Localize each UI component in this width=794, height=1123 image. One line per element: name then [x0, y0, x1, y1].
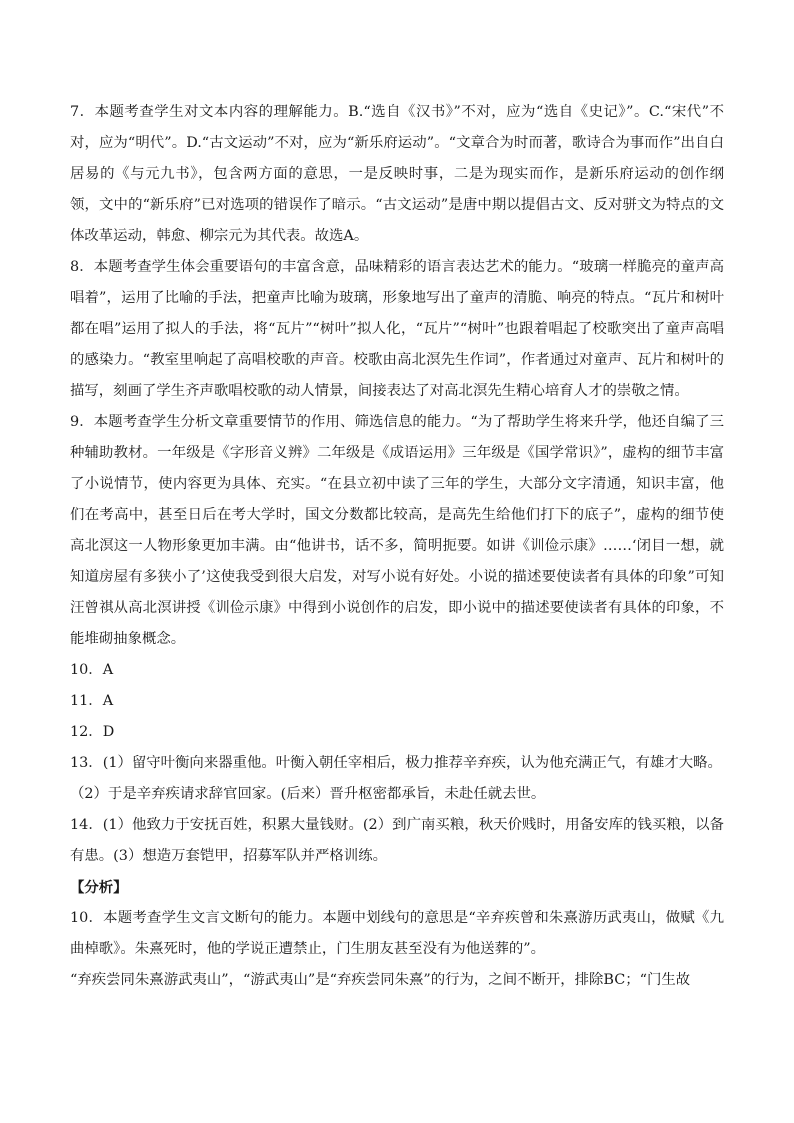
answer-11: 11．A	[70, 693, 114, 709]
answer-9-explanation: 9．本题考查学生分析文章重要情节的作用、筛选信息的能力。“为了帮助学生将来升学，他还自编了三种辅助教材。一年级是《字形音义辨》二年级是《成语运用》三年级是《国学常识》”，虚构的细节丰富了小说情节，使内容更为具体、充实。“在县立初中读了三年的学生，大部分文字清通，知识丰富，他们在考高中，甚至日后在考大学时，国文分数都比较高，是高先生给他们打下的底子”，虚构的细节使高北溟这一人物形象更加丰满。由“他讲书，话不多，简明扼要。如讲《训俭示康》……‘闭目一想，就知道房屋有多狭小了’这使我受到很大启发，对写小说有好处。小说的描述要使读者有具体的印象”可知汪曾祺从高北溟讲授《训俭示康》中得到小说创作的启发，即小说中的描述要使读者有具体的印象，不能堆砌抽象概念。	[70, 414, 724, 647]
answer-13-part-2: （2）于是辛弃疾请求辞官回家。(后来）晋升枢密都承旨，未赴任就去世。	[70, 786, 546, 802]
answer-13-part-1: 13．(1）留守叶衡向来器重他。叶衡入朝任宰相后，极力推荐辛弃疾，认为他充满正气，有雄才大略。	[70, 755, 722, 771]
analysis-10: 10．本题考查学生文言文断句的能力。本题中划线句的意思是“辛弃疾曾和朱熹游历武夷山，做赋《九曲棹歌》。朱熹死时，他的学说正遭禁止，门生朋友甚至没有为他送葬的”。	[70, 910, 724, 957]
analysis-10-continued: “弃疾尝同朱熹游武夷山”，“游武夷山”是“弃疾尝同朱熹”的行为，之间不断开，排除BC；“门生故	[70, 972, 691, 988]
answer-14: 14．(1）他致力于安抚百姓，积累大量钱财。(2）到广南买粮，秋天价贱时，用备安库的钱买粮，以备有患。(3）想造万套铠甲，招募军队并严格训练。	[70, 817, 724, 864]
analysis-heading: 【分析】	[70, 879, 128, 896]
answer-10: 10．A	[70, 662, 114, 678]
document-page	[70, 97, 724, 996]
answer-8-explanation: 8．本题考查学生体会重要语句的丰富含意，品味精彩的语言表达艺术的能力。“玻璃一样脆亮的童声高唱着”，运用了比喻的手法，把童声比喻为玻璃，形象地写出了童声的清脆、响亮的特点。“瓦片和树叶都在唱”运用了拟人的手法，将“瓦片”“树叶”拟人化，“瓦片”“树叶”也跟着唱起了校歌突出了童声高唱的感染力。“教室里响起了高唱校歌的声音。校歌由高北溟先生作词”，作者通过对童声、瓦片和树叶的描写，刻画了学生齐声歌唱校歌的动人情景，间接表达了对高北溟先生精心培育人才的崇敬之情。	[70, 259, 724, 399]
answer-7-explanation: 7．本题考查学生对文本内容的理解能力。B.“选自《汉书》”不对，应为“选自《史记》”。C.“宋代”不对，应为“明代”。D.“古文运动”不对，应为“新乐府运动”。“文章合为时而著，歌诗合为事而作”出自白居易的《与元九书》，包含两方面的意思，一是反映时事，二是为现实而作，是新乐府运动的创作纲领，文中的“新乐府”已对选项的错误作了暗示。“古文运动”是唐中期以提倡古文、反对骈文为特点的文体改革运动，韩愈、柳宗元为其代表。故选A。	[70, 104, 724, 244]
answer-12: 12．D	[70, 724, 115, 740]
